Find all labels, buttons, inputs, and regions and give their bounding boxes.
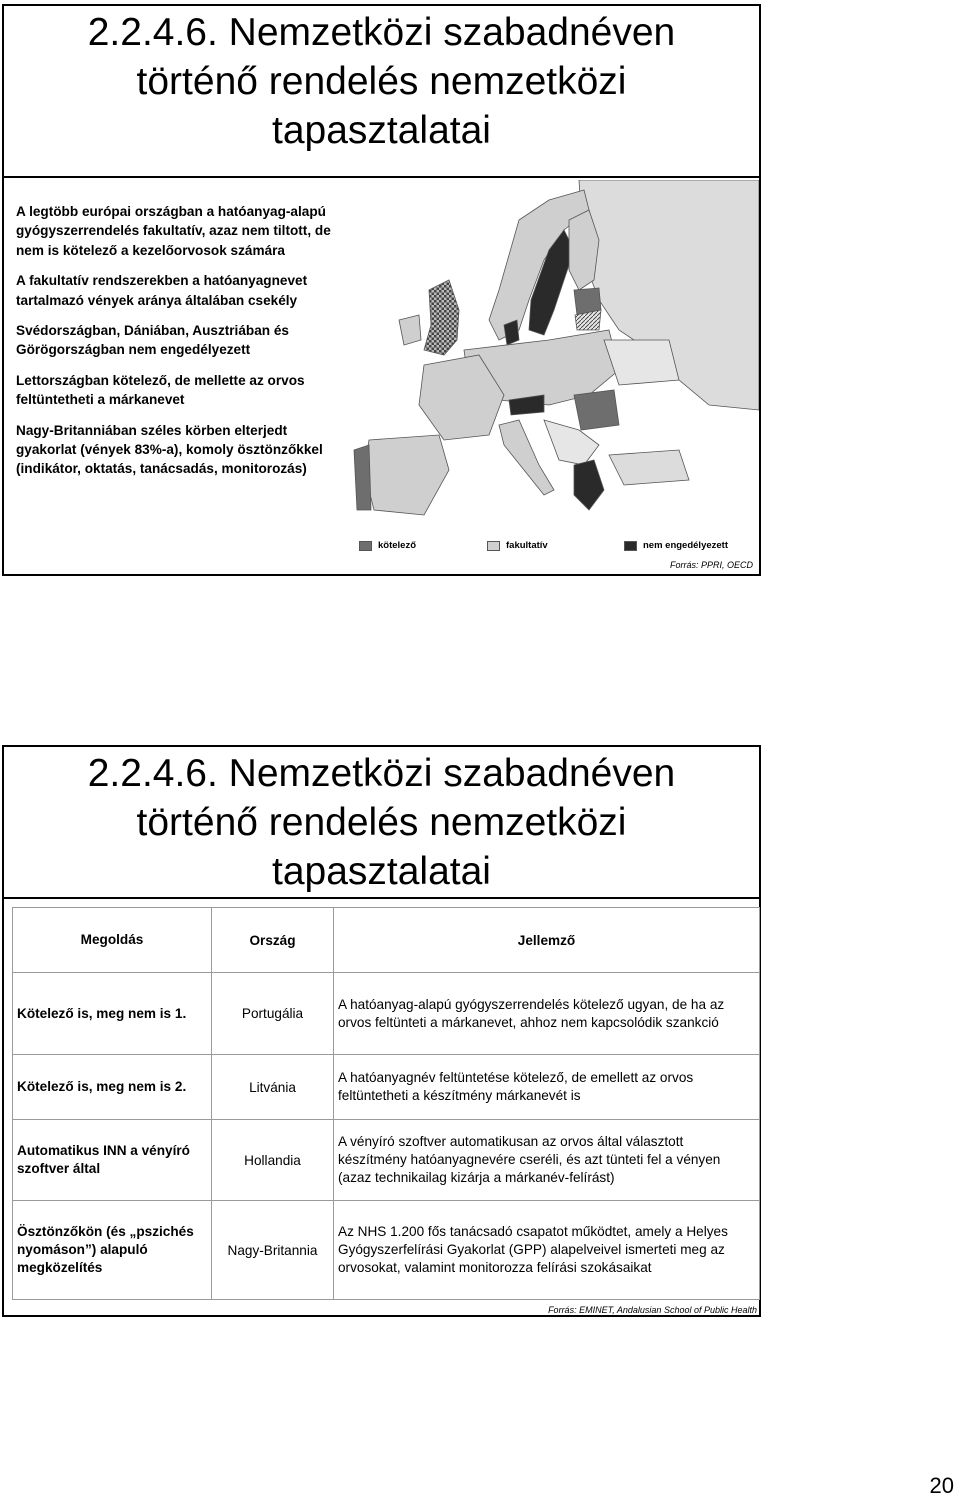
title-line: 2.2.4.6. Nemzetközi szabadnéven bbox=[87, 752, 676, 795]
slide-title bbox=[4, 6, 759, 178]
europe-map bbox=[349, 180, 759, 538]
title-line: 2.2.4.6. Nemzetközi szabadnéven bbox=[87, 11, 676, 54]
header-solution: Megoldás bbox=[13, 908, 212, 973]
cell-feature: A hatóanyagnév feltüntetése kötelező, de emellett az orvos feltüntetheti a készítmény márkanevét is bbox=[334, 1055, 760, 1120]
legend-label: fakultatív bbox=[506, 540, 548, 551]
cell-country: Hollandia bbox=[212, 1120, 334, 1201]
region-portugal bbox=[354, 445, 371, 510]
table-row bbox=[13, 1055, 760, 1120]
legend-swatch bbox=[487, 541, 500, 551]
legend-swatch bbox=[624, 541, 637, 551]
region-ukraine bbox=[604, 340, 679, 385]
cell-solution: Kötelező is, meg nem is 1. bbox=[13, 973, 212, 1055]
table-row bbox=[13, 1120, 760, 1201]
slide-table bbox=[2, 745, 761, 1317]
bullet-item: Lettországban kötelező, de mellette az orvos feltüntetheti a márkanevet bbox=[16, 372, 305, 408]
region-romania bbox=[574, 390, 619, 430]
region-uk bbox=[424, 280, 459, 355]
cell-country: Nagy-Britannia bbox=[212, 1201, 334, 1300]
region-spain bbox=[364, 435, 449, 515]
title-line: történő rendelés nemzetközi bbox=[136, 801, 627, 844]
map-source: Forrás: PPRI, OECD bbox=[669, 560, 753, 570]
legend-label: nem engedélyezett bbox=[643, 540, 728, 551]
bullet-item: A fakultatív rendszerekben a hatóanyagnevet tartalmazó vények aránya általában csekély bbox=[16, 273, 308, 308]
cell-solution: Ösztönzőkön (és „pszichés nyomáson”) alapuló megközelítés bbox=[13, 1201, 212, 1300]
title-line: történő rendelés nemzetközi bbox=[136, 60, 627, 103]
region-italy bbox=[499, 420, 554, 495]
legend-item bbox=[359, 540, 416, 551]
map-legend bbox=[359, 540, 759, 556]
title-line: tapasztalatai bbox=[272, 109, 491, 152]
header-country: Ország bbox=[212, 908, 334, 973]
cell-feature: A vényíró szoftver automatikusan az orvos által választott készítmény hatóanyagnevére cseréli, és azt tünteti fel a vényen (azaz technikailag kizárja a márkanév-felírást) bbox=[334, 1120, 760, 1201]
header-feature: Jellemző bbox=[334, 908, 760, 973]
cell-feature: Az NHS 1.200 fős tanácsadó csapatot működtet, amely a Helyes Gyógyszerfelírási Gyakorlat (GPP) alapelveivel ismerteti meg az orvosokat, valamint monitorozza felírási szokásaikat bbox=[334, 1201, 760, 1300]
slide-title bbox=[4, 747, 759, 899]
cell-country: Litvánia bbox=[212, 1055, 334, 1120]
title-line: tapasztalatai bbox=[272, 850, 491, 893]
region-greece bbox=[574, 460, 604, 510]
region-turkey bbox=[609, 450, 689, 485]
table-source: Forrás: EMINET, Andalusian School of Public Health bbox=[548, 1305, 757, 1315]
legend-label: kötelező bbox=[378, 540, 417, 551]
cell-solution: Kötelező is, meg nem is 2. bbox=[13, 1055, 212, 1120]
table-header-row bbox=[13, 908, 760, 973]
comparison-table bbox=[12, 907, 760, 1300]
legend-item bbox=[624, 540, 728, 551]
cell-country: Portugália bbox=[212, 973, 334, 1055]
bullet-item: Svédországban, Dániában, Ausztriában és Görögországban nem engedélyezett bbox=[16, 323, 289, 358]
page-number: 20 bbox=[929, 1473, 954, 1498]
region-ireland bbox=[399, 315, 421, 345]
table-row bbox=[13, 973, 760, 1055]
bullet-item: A legtöbb európai országban a hatóanyag-alapú gyógyszerrendelés fakultatív, azaz nem tiltott, de nem is kötelező a kezelőorvosok számára bbox=[16, 204, 331, 258]
legend-swatch bbox=[359, 541, 372, 551]
bullet-item: Nagy-Britanniában széles körben elterjedt gyakorlat (vények 83%-a), komoly ösztönzőkkel (indikátor, oktatás, tanácsadás, monitorozás) bbox=[16, 422, 323, 477]
region-denmark bbox=[504, 320, 519, 345]
table-row bbox=[13, 1201, 760, 1300]
cell-solution: Automatikus INN a vényíró szoftver által bbox=[13, 1120, 212, 1201]
slide-map bbox=[2, 4, 761, 576]
cell-feature: A hatóanyag-alapú gyógyszerrendelés kötelező ugyan, de ha az orvos feltünteti a márkanevet, ahhoz nem kapcsolódik szankció bbox=[334, 973, 760, 1055]
bullet-list bbox=[16, 202, 346, 490]
legend-item bbox=[487, 540, 548, 551]
